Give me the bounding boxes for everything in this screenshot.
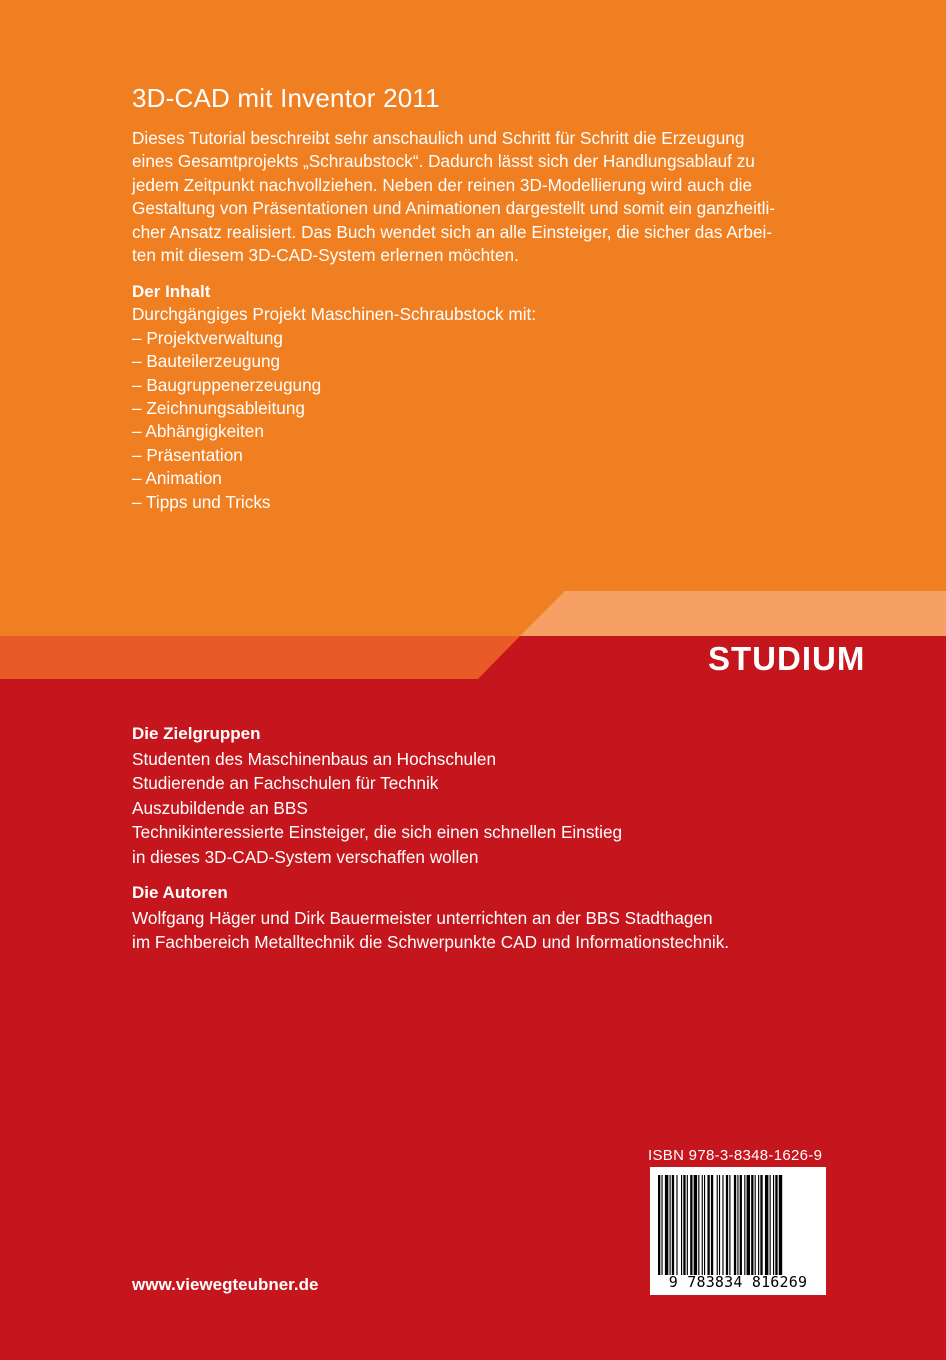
book-title: 3D-CAD mit Inventor 2011 — [132, 83, 440, 113]
zielgruppen-line: Studierende an Fachschulen für Technik — [132, 773, 439, 793]
barcode-bars-icon — [650, 1171, 826, 1279]
intro-line: ten mit diesem 3D-CAD-System erlernen möchten. — [132, 245, 519, 266]
autoren-line: Wolfgang Häger und Dirk Bauermeister unterrichten an der BBS Stadthagen — [132, 907, 713, 928]
isbn-text: ISBN 978-3-8348-1626-9 — [648, 1147, 823, 1164]
inhalt-section — [132, 280, 536, 514]
inhalt-item: – Abhängigkeiten — [132, 421, 264, 442]
inhalt-item: – Projektverwaltung — [132, 327, 283, 348]
inhalt-item: – Animation — [132, 468, 222, 489]
intro-line: cher Ansatz realisiert. Das Buch wendet sich an alle Einsteiger, die sicher das Arbei- — [132, 221, 773, 242]
autoren-line: im Fachbereich Metalltechnik die Schwerpunkte CAD und Informationstechnik. — [132, 932, 730, 952]
intro-line: eines Gesamtprojekts „Schraubstock“. Dadurch lässt sich der Handlungsablauf zu — [132, 151, 755, 172]
zielgruppen-section — [132, 722, 622, 869]
inhalt-heading: Der Inhalt — [132, 282, 211, 301]
inhalt-item: – Baugruppenerzeugung — [132, 374, 322, 395]
barcode — [650, 1167, 826, 1295]
publisher-url[interactable]: www.viewegteubner.de — [132, 1275, 319, 1294]
intro-paragraph — [132, 127, 842, 267]
series-label: STUDIUM — [708, 640, 866, 677]
inhalt-item: – Zeichnungsableitung — [132, 398, 305, 419]
inhalt-item: – Tipps und Tricks — [132, 491, 271, 512]
inhalt-item: – Präsentation — [132, 444, 243, 465]
zielgruppen-line: Technikinteressierte Einsteiger, die sich einen schnellen Einstieg — [132, 822, 623, 842]
intro-line: jedem Zeitpunkt nachvollziehen. Neben der reinen 3D-Modellierung wird auch die — [132, 174, 753, 195]
autoren-heading: Die Autoren — [132, 883, 228, 902]
inhalt-lead: Durchgängiges Projekt Maschinen-Schraubstock mit: — [132, 304, 537, 325]
zielgruppen-line: Studenten des Maschinenbaus an Hochschulen — [132, 748, 497, 769]
zielgruppen-line: Auszubildende an BBS — [132, 797, 308, 818]
autoren-section — [132, 881, 729, 955]
zielgruppen-heading: Die Zielgruppen — [132, 724, 261, 743]
intro-line: Gestaltung von Präsentationen und Animationen dargestellt und somit ein ganzheitli- — [132, 198, 776, 219]
barcode-digits: 9 783834 816269 — [668, 1273, 808, 1291]
inhalt-item: – Bauteilerzeugung — [132, 351, 281, 372]
zielgruppen-line: in dieses 3D-CAD-System verschaffen wollen — [132, 846, 479, 867]
intro-line: Dieses Tutorial beschreibt sehr anschaulich und Schritt für Schritt die Erzeugung — [132, 128, 745, 148]
